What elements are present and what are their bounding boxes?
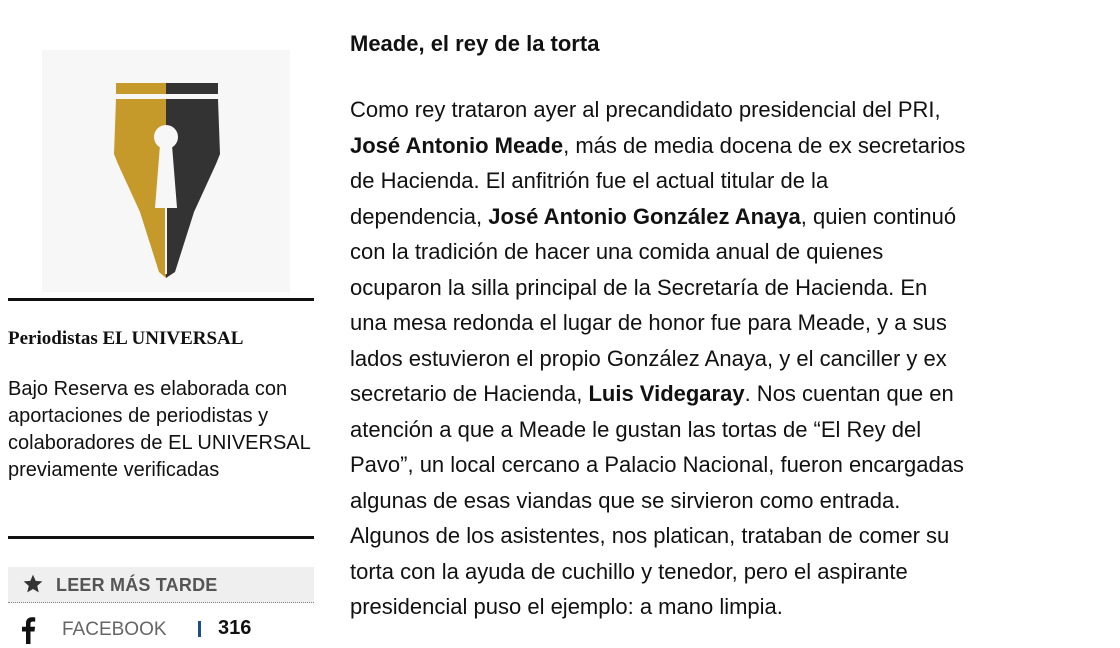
article-body [350, 92, 1090, 625]
article-text: algunas de esas viandas que se sirvieron como entrada. [350, 487, 901, 513]
article-text: Pavo”, un local cercano a Palacio Nacional, fueron encargadas [350, 452, 964, 477]
article-bold-name: Luis Videgaray [588, 381, 745, 406]
article-text: atención a que a Meade le gustan las tortas de “El Rey del [350, 416, 922, 442]
article-line [350, 128, 1090, 164]
article-text: Algunos de los asistentes, nos platican, trataban de comer su [350, 523, 950, 548]
article-line [350, 305, 1090, 341]
article-line [350, 341, 1090, 377]
article-line [350, 270, 1090, 306]
article-text: , más de media docena de ex secretarios [563, 132, 966, 158]
article-line [350, 234, 1090, 270]
author-sidebar [8, 0, 314, 648]
article-title: Meade, el rey de la torta [350, 31, 600, 56]
article-line [350, 412, 1090, 448]
facebook-share-count: 316 [218, 617, 252, 639]
article-line [350, 483, 1090, 519]
article-text: con la tradición de hacer una comida anual de quienes [350, 239, 884, 264]
article-bold-name: José Antonio González Anaya [488, 203, 801, 229]
article-text: , quien continuó [800, 203, 957, 229]
article-line [350, 199, 1090, 235]
column-logo [42, 50, 290, 292]
article-text: secretario de Hacienda, [350, 381, 589, 406]
read-later-label: LEER MÁS TARDE [56, 575, 218, 595]
article-line [350, 92, 1090, 128]
article-text: Como rey trataron ayer al precandidato presidencial del PRI, [350, 97, 941, 122]
logo-cap-dark [166, 83, 218, 94]
read-later-button[interactable] [8, 567, 314, 603]
facebook-separator [198, 621, 201, 637]
logo-cap-gold [116, 83, 166, 94]
pen-nib-keyhole-logo [42, 50, 290, 292]
article-line [350, 376, 1090, 412]
article-text: dependencia, [350, 203, 489, 229]
article-text: una mesa redonda el lugar de honor fue para Meade, y a sus [350, 310, 947, 335]
article-bold-name: José Antonio Meade [350, 132, 564, 158]
article-text: ocuparon la silla principal de la Secretaría de Hacienda. En [350, 274, 928, 300]
author-name: Periodistas EL UNIVERSAL [8, 328, 244, 349]
article-text: torta con la ayuda de cuchillo y tenedor, pero el aspirante [350, 558, 908, 584]
sidebar-divider-top [8, 298, 314, 301]
article-line [350, 589, 1090, 625]
facebook-icon [20, 616, 36, 644]
article-text: lados estuvieron el propio González Anaya, y el canciller y ex [350, 345, 947, 371]
author-description: Bajo Reserva es elaborada con aportaciones de periodistas y colaboradores de EL UNIVERSAL previamente verificadas [8, 378, 311, 481]
star-icon [22, 573, 44, 595]
article-text: . Nos cuentan que en [744, 381, 954, 406]
article-line [350, 518, 1090, 554]
article-text: presidencial puso el ejemplo: a mano limpia. [350, 594, 783, 619]
sidebar-divider-bottom [8, 536, 314, 539]
article-line [350, 447, 1090, 483]
article-line [350, 554, 1090, 590]
facebook-label: FACEBOOK [62, 619, 167, 640]
facebook-share[interactable] [8, 612, 314, 646]
article-line [350, 163, 1090, 199]
logo-slit [165, 208, 167, 274]
article-text: de Hacienda. El anfitrión fue el actual titular de la [350, 168, 829, 193]
